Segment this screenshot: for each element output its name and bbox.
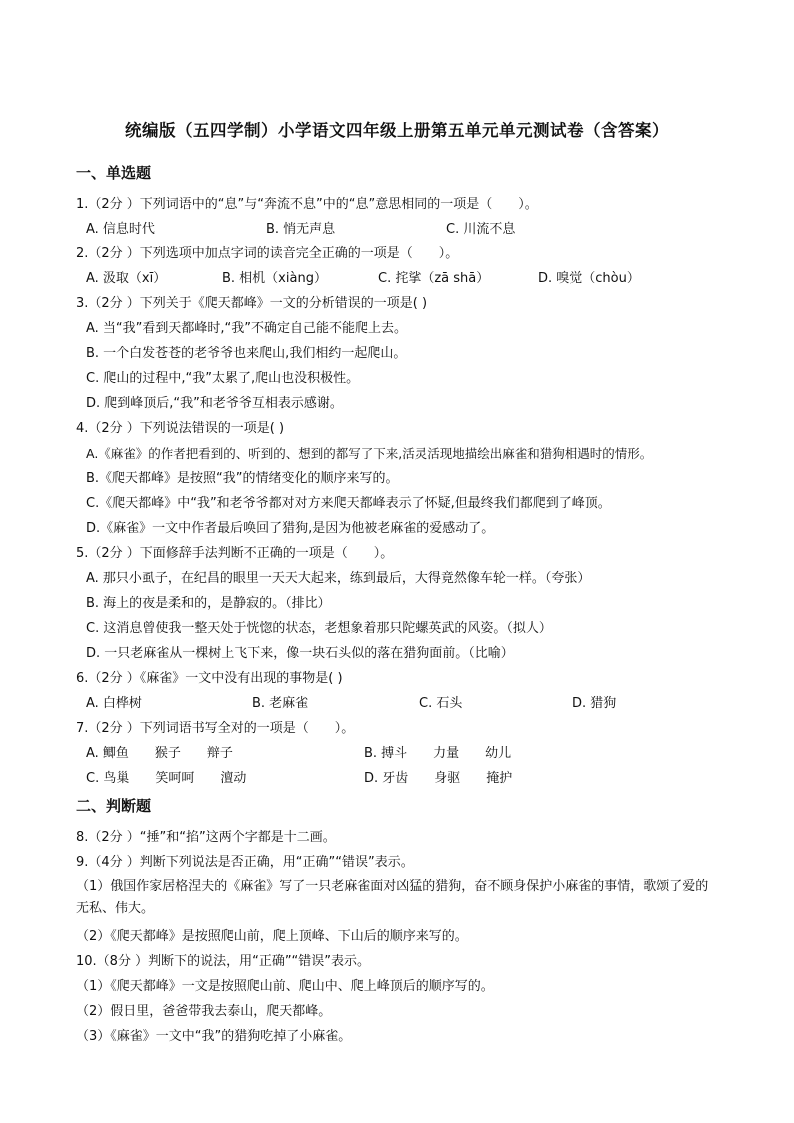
question-7-option-b: B. 搏斗 力量 幼儿 — [364, 746, 512, 761]
question-6-option-c: C. 石头 — [419, 696, 463, 711]
question-4-option-b: B.《爬天都峰》是按照“我”的情绪变化的顺序来写的。 — [86, 471, 399, 486]
question-6-stem: 6.（2分 ）《麻雀》一文中没有出现的事物是( ) — [76, 671, 343, 686]
question-2-stem: 2.（2分 ）下列选项中加点字词的读音完全正确的一项是（ ）。 — [76, 246, 459, 261]
question-2-option-c: C. 挓挲（zā shā） — [378, 271, 490, 286]
question-2-option-d: D. 嗅觉（chòu） — [538, 271, 640, 286]
question-7-option-c: C. 鸟巢 笑呵呵 澶动 — [86, 771, 247, 786]
question-9-item-2: （2）《爬天都峰》是按照爬山前，爬上顶峰、下山后的顺序来写的。 — [76, 929, 468, 944]
section-heading-true-false: 二、判断题 — [76, 797, 152, 815]
question-10-item-2: （2）假日里，爸爸带我去泰山，爬天都峰。 — [76, 1004, 332, 1019]
question-3-option-c: C. 爬山的过程中,“我”太累了,爬山也没积极性。 — [86, 371, 360, 386]
question-3-option-a: A. 当“我”看到天都峰时,“我”不确定自己能不能爬上去。 — [86, 321, 408, 336]
question-2-option-a: A. 汲取（xī） — [86, 271, 167, 286]
question-9-stem: 9.（4分 ）判断下列说法是否正确，用“正确”“错误”表示。 — [76, 855, 414, 870]
question-6-option-d: D. 猎狗 — [572, 696, 617, 711]
question-7-stem: 7.（2分 ）下列词语书写全对的一项是（ ）。 — [76, 721, 355, 736]
section-heading-single-choice: 一、单选题 — [76, 164, 152, 182]
question-3-option-b: B. 一个白发苍苍的老爷爷也来爬山,我们相约一起爬山。 — [86, 346, 407, 361]
question-10-item-1: （1）《爬天都峰》一文是按照爬山前、爬山中、爬上峰顶后的顺序写的。 — [76, 979, 494, 994]
question-5-option-b: B. 海上的夜是柔和的，是静寂的。（排比） — [86, 596, 331, 611]
question-9-item-1: （1）俄国作家居格涅夫的《麻雀》写了一只老麻雀面对凶猛的猎狗，奋不顾身保护小麻雀的事情，歌颂了爱的无私、伟大。 — [76, 879, 709, 916]
question-5-stem: 5.（2分 ）下面修辞手法判断不正确的一项是（ ）。 — [76, 546, 394, 561]
question-4-stem: 4.（2分 ）下列说法错误的一项是( ) — [76, 421, 285, 436]
question-10-item-3: （3）《麻雀》一文中“我”的猎狗吃掉了小麻雀。 — [76, 1029, 352, 1044]
question-5-option-a: A. 那只小虱子，在纪昌的眼里一天天大起来，练到最后，大得竟然像车轮一样。（夸张） — [86, 571, 591, 586]
question-10-stem: 10.（8分 ）判断下的说法，用“正确”“错误”表示。 — [76, 954, 371, 969]
question-4-option-a: A.《麻雀》的作者把看到的、听到的、想到的都写了下来,活灵活现地描绘出麻雀和猎狗相遇时的情形。 — [86, 446, 653, 461]
question-5-option-d: D. 一只老麻雀从一棵树上飞下来，像一块石头似的落在猎狗面前。（比喻） — [86, 646, 514, 661]
question-4-option-d: D.《麻雀》一文中作者最后唤回了猎狗,是因为他被老麻雀的爱感动了。 — [86, 521, 495, 536]
question-6-option-a: A. 白桦树 — [86, 696, 142, 711]
question-1-option-c: C. 川流不息 — [446, 222, 516, 237]
question-6-option-b: B. 老麻雀 — [252, 696, 309, 711]
page-title: 统编版（五四学制）小学语文四年级上册第五单元单元测试卷（含答案） — [125, 121, 669, 140]
question-7-option-d: D. 牙齿 身驱 掩护 — [364, 771, 513, 786]
question-1-option-b: B. 悄无声息 — [266, 222, 336, 237]
question-7-option-a: A. 鲫鱼 猴子 辩子 — [86, 746, 233, 761]
question-2-option-b: B. 相机（xiàng） — [222, 271, 327, 286]
question-8-stem: 8.（2分 ）“捶”和“掐”这两个字都是十二画。 — [76, 830, 336, 845]
question-5-option-c: C. 这消息曾使我一整天处于恍惚的状态，老想象着那只陀螺英武的风姿。（拟人） — [86, 621, 552, 636]
question-4-option-c: C.《爬天都峰》中“我”和老爷爷都对对方来爬天都峰表示了怀疑,但最终我们都爬到了峰顶。 — [86, 496, 611, 511]
question-3-option-d: D. 爬到峰顶后,“我”和老爷爷互相表示感谢。 — [86, 396, 343, 411]
question-1-stem: 1.（2分 ）下列词语中的“息”与“奔流不息”中的“息”意思相同的一项是（ ）。 — [76, 197, 538, 212]
question-3-stem: 3.（2分 ）下列关于《爬天都峰》一文的分析错误的一项是( ) — [76, 296, 428, 311]
question-1-option-a: A. 信息时代 — [86, 222, 155, 237]
